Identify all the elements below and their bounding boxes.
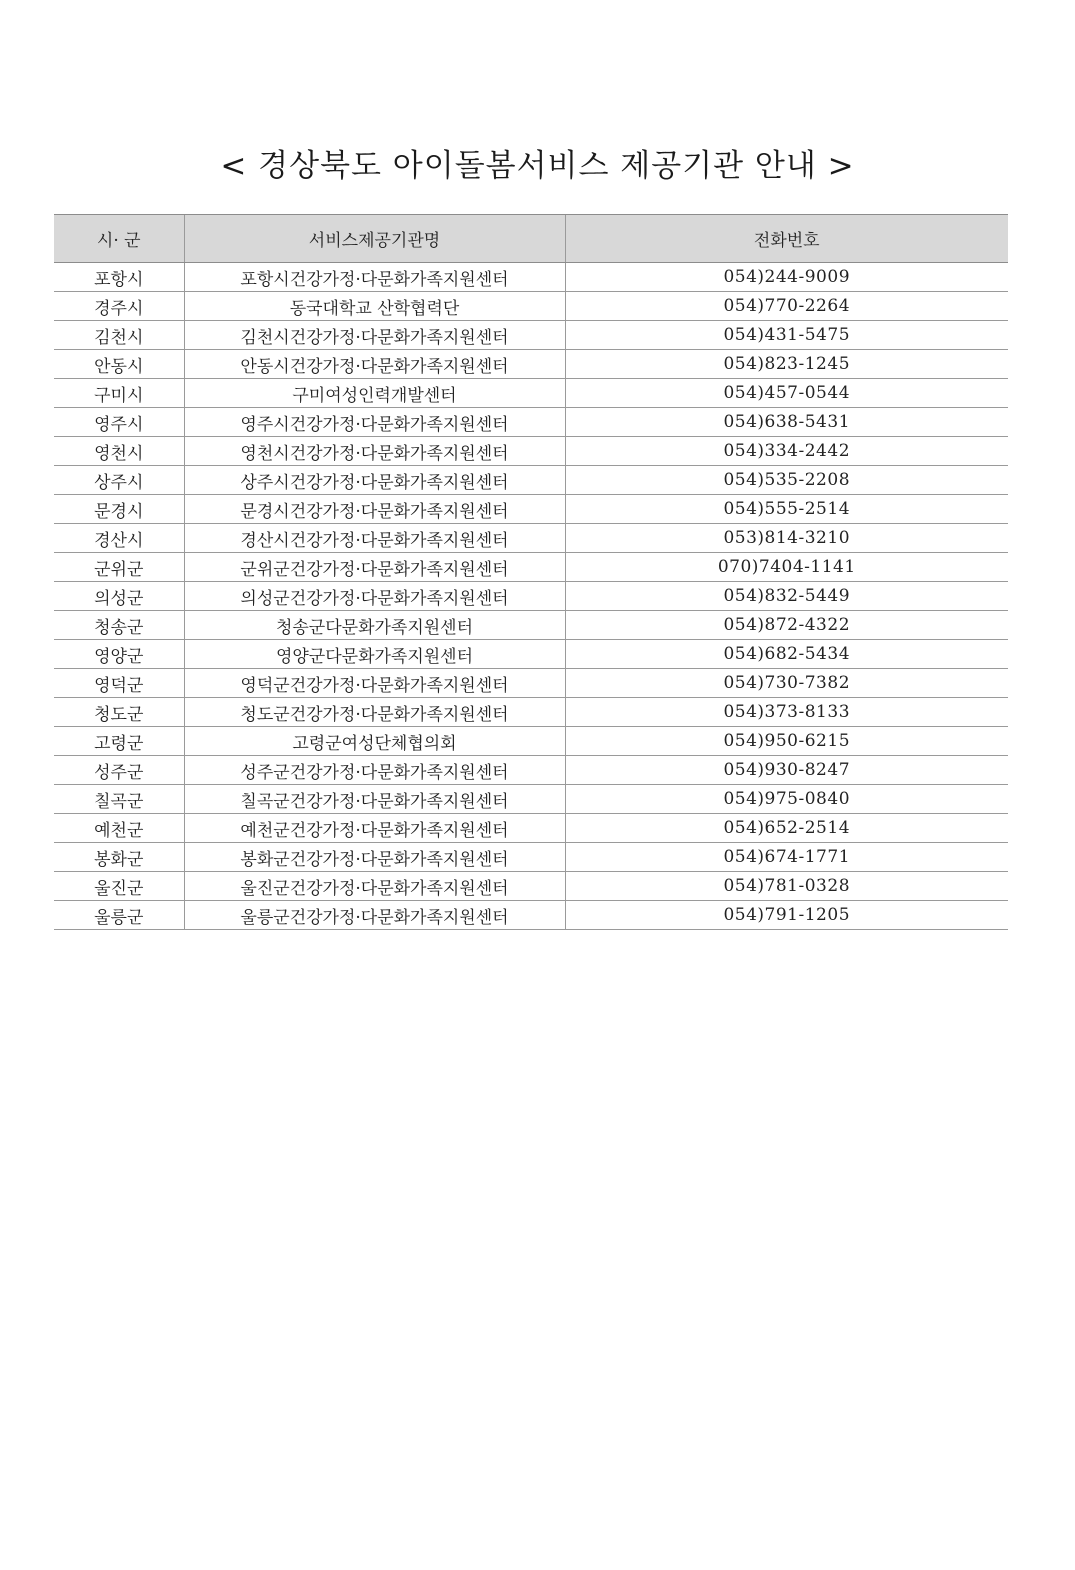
phone-cell: 054)334-2442 bbox=[565, 437, 1008, 466]
provider-name-cell: 문경시건강가정·다문화가족지원센터 bbox=[184, 495, 565, 524]
header-provider: 서비스제공기관명 bbox=[184, 215, 565, 263]
provider-name-cell: 영양군다문화가족지원센터 bbox=[184, 640, 565, 669]
table-row bbox=[54, 495, 1008, 524]
table-row bbox=[54, 814, 1008, 843]
phone-cell: 054)535-2208 bbox=[565, 466, 1008, 495]
table-row bbox=[54, 553, 1008, 582]
phone-cell: 054)457-0544 bbox=[565, 379, 1008, 408]
table-row bbox=[54, 727, 1008, 756]
phone-cell: 054)674-1771 bbox=[565, 843, 1008, 872]
provider-name-cell: 청도군건강가정·다문화가족지원센터 bbox=[184, 698, 565, 727]
region-cell: 의성군 bbox=[54, 582, 184, 611]
table-row bbox=[54, 292, 1008, 321]
table-row bbox=[54, 379, 1008, 408]
table-row bbox=[54, 843, 1008, 872]
phone-cell: 054)832-5449 bbox=[565, 582, 1008, 611]
region-cell: 영덕군 bbox=[54, 669, 184, 698]
table-row bbox=[54, 466, 1008, 495]
header-region: 시· 군 bbox=[54, 215, 184, 263]
region-cell: 구미시 bbox=[54, 379, 184, 408]
phone-cell: 054)950-6215 bbox=[565, 727, 1008, 756]
table-row bbox=[54, 350, 1008, 379]
provider-name-cell: 고령군여성단체협의회 bbox=[184, 727, 565, 756]
phone-cell: 054)730-7382 bbox=[565, 669, 1008, 698]
region-cell: 울진군 bbox=[54, 872, 184, 901]
region-cell: 영양군 bbox=[54, 640, 184, 669]
phone-cell: 054)823-1245 bbox=[565, 350, 1008, 379]
phone-cell: 054)555-2514 bbox=[565, 495, 1008, 524]
header-row bbox=[54, 215, 1008, 263]
provider-name-cell: 칠곡군건강가정·다문화가족지원센터 bbox=[184, 785, 565, 814]
table-row bbox=[54, 669, 1008, 698]
region-cell: 봉화군 bbox=[54, 843, 184, 872]
phone-cell: 054)244-9009 bbox=[565, 263, 1008, 292]
phone-cell: 054)781-0328 bbox=[565, 872, 1008, 901]
region-cell: 영주시 bbox=[54, 408, 184, 437]
provider-name-cell: 군위군건강가정·다문화가족지원센터 bbox=[184, 553, 565, 582]
phone-cell: 070)7404-1141 bbox=[565, 553, 1008, 582]
table-body bbox=[54, 263, 1008, 930]
provider-name-cell: 상주시건강가정·다문화가족지원센터 bbox=[184, 466, 565, 495]
region-cell: 포항시 bbox=[54, 263, 184, 292]
region-cell: 김천시 bbox=[54, 321, 184, 350]
provider-name-cell: 청송군다문화가족지원센터 bbox=[184, 611, 565, 640]
phone-cell: 054)930-8247 bbox=[565, 756, 1008, 785]
region-cell: 영천시 bbox=[54, 437, 184, 466]
provider-name-cell: 포항시건강가정·다문화가족지원센터 bbox=[184, 263, 565, 292]
table-row bbox=[54, 582, 1008, 611]
phone-cell: 054)682-5434 bbox=[565, 640, 1008, 669]
table-row bbox=[54, 437, 1008, 466]
provider-name-cell: 구미여성인력개발센터 bbox=[184, 379, 565, 408]
table-row bbox=[54, 524, 1008, 553]
region-cell: 청도군 bbox=[54, 698, 184, 727]
region-cell: 성주군 bbox=[54, 756, 184, 785]
region-cell: 울릉군 bbox=[54, 901, 184, 930]
region-cell: 경주시 bbox=[54, 292, 184, 321]
phone-cell: 054)652-2514 bbox=[565, 814, 1008, 843]
provider-name-cell: 예천군건강가정·다문화가족지원센터 bbox=[184, 814, 565, 843]
table-row bbox=[54, 901, 1008, 930]
table-row bbox=[54, 698, 1008, 727]
table-row bbox=[54, 321, 1008, 350]
provider-name-cell: 안동시건강가정·다문화가족지원센터 bbox=[184, 350, 565, 379]
phone-cell: 054)975-0840 bbox=[565, 785, 1008, 814]
provider-name-cell: 영덕군건강가정·다문화가족지원센터 bbox=[184, 669, 565, 698]
table-row bbox=[54, 611, 1008, 640]
phone-cell: 054)638-5431 bbox=[565, 408, 1008, 437]
phone-cell: 054)791-1205 bbox=[565, 901, 1008, 930]
table-row bbox=[54, 408, 1008, 437]
provider-name-cell: 경산시건강가정·다문화가족지원센터 bbox=[184, 524, 565, 553]
provider-name-cell: 봉화군건강가정·다문화가족지원센터 bbox=[184, 843, 565, 872]
phone-cell: 054)872-4322 bbox=[565, 611, 1008, 640]
provider-name-cell: 성주군건강가정·다문화가족지원센터 bbox=[184, 756, 565, 785]
region-cell: 경산시 bbox=[54, 524, 184, 553]
region-cell: 청송군 bbox=[54, 611, 184, 640]
phone-cell: 054)770-2264 bbox=[565, 292, 1008, 321]
provider-name-cell: 김천시건강가정·다문화가족지원센터 bbox=[184, 321, 565, 350]
region-cell: 상주시 bbox=[54, 466, 184, 495]
table-header bbox=[54, 215, 1008, 263]
provider-name-cell: 울진군건강가정·다문화가족지원센터 bbox=[184, 872, 565, 901]
region-cell: 고령군 bbox=[54, 727, 184, 756]
region-cell: 군위군 bbox=[54, 553, 184, 582]
phone-cell: 053)814-3210 bbox=[565, 524, 1008, 553]
header-phone: 전화번호 bbox=[565, 215, 1008, 263]
provider-name-cell: 영천시건강가정·다문화가족지원센터 bbox=[184, 437, 565, 466]
region-cell: 예천군 bbox=[54, 814, 184, 843]
region-cell: 문경시 bbox=[54, 495, 184, 524]
table-row bbox=[54, 872, 1008, 901]
page-title: < 경상북도 아이돌봄서비스 제공기관 안내 > bbox=[220, 148, 855, 184]
phone-cell: 054)431-5475 bbox=[565, 321, 1008, 350]
table-row bbox=[54, 263, 1008, 292]
provider-table bbox=[54, 214, 1008, 930]
provider-name-cell: 영주시건강가정·다문화가족지원센터 bbox=[184, 408, 565, 437]
provider-name-cell: 의성군건강가정·다문화가족지원센터 bbox=[184, 582, 565, 611]
provider-name-cell: 동국대학교 산학협력단 bbox=[184, 292, 565, 321]
table-row bbox=[54, 640, 1008, 669]
provider-name-cell: 울릉군건강가정·다문화가족지원센터 bbox=[184, 901, 565, 930]
table-row bbox=[54, 756, 1008, 785]
table-row bbox=[54, 785, 1008, 814]
region-cell: 안동시 bbox=[54, 350, 184, 379]
phone-cell: 054)373-8133 bbox=[565, 698, 1008, 727]
region-cell: 칠곡군 bbox=[54, 785, 184, 814]
